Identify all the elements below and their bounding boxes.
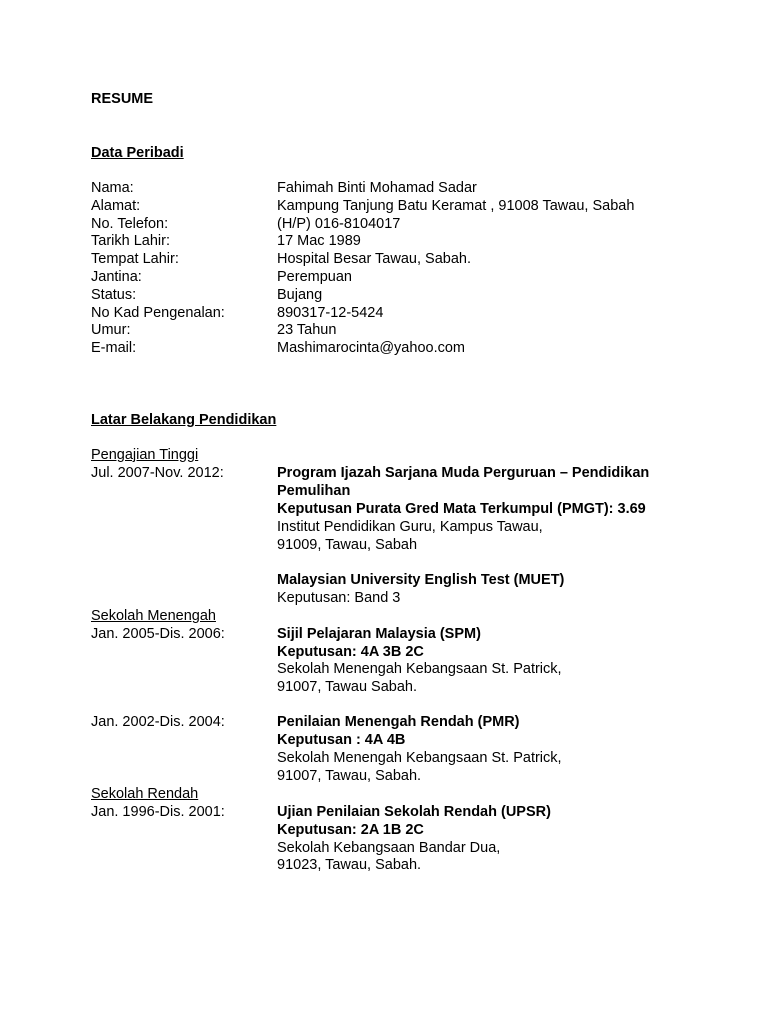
education-period: Jan. 2005-Dis. 2006: <box>91 626 225 642</box>
personal-label: Umur: <box>91 322 131 338</box>
email-value: Mashimarocinta@yahoo.com <box>277 340 465 356</box>
personal-value: Bujang <box>277 287 323 303</box>
upsr-title: Ujian Penilaian Sekolah Rendah (UPSR) <box>277 804 551 820</box>
degree-title: Program Ijazah Sarjana Muda Perguruan – Pendidikan <box>277 465 650 481</box>
personal-label: E-mail: <box>91 340 137 356</box>
personal-value: 23 Tahun <box>277 322 337 338</box>
personal-label: Tarikh Lahir: <box>91 233 170 249</box>
personal-value: Hospital Besar Tawau, Sabah. <box>277 251 471 267</box>
institution-name: Institut Pendidikan Guru, Kampus Tawau, <box>277 519 543 535</box>
personal-label: Alamat: <box>91 198 141 214</box>
school-address: 91007, Tawau, Sabah. <box>277 768 422 784</box>
personal-value: Fahimah Binti Mohamad Sadar <box>277 180 477 196</box>
degree-title-continued: Pemulihan <box>277 483 351 499</box>
personal-value: Kampung Tanjung Batu Keramat , 91008 Tawau, Sabah <box>277 198 635 214</box>
personal-value: (H/P) 016-8104017 <box>277 216 401 232</box>
school-name: Sekolah Kebangsaan Bandar Dua, <box>277 840 501 856</box>
personal-data-heading: Data Peribadi <box>91 145 184 161</box>
primary-school-subheading: Sekolah Rendah <box>91 786 199 802</box>
school-address: 91023, Tawau, Sabah. <box>277 857 422 873</box>
personal-label: Tempat Lahir: <box>91 251 179 267</box>
institution-address: 91009, Tawau, Sabah <box>277 537 418 553</box>
personal-value: Perempuan <box>277 269 352 285</box>
degree-result: Keputusan Purata Gred Mata Terkumpul (PMGT): 3.69 <box>277 501 646 517</box>
personal-label: No Kad Pengenalan: <box>91 305 225 321</box>
page-title: RESUME <box>91 91 154 107</box>
education-heading: Latar Belakang Pendidikan <box>91 412 277 428</box>
school-address: 91007, Tawau Sabah. <box>277 679 418 695</box>
personal-label: Status: <box>91 287 137 303</box>
spm-result: Keputusan: 4A 3B 2C <box>277 644 424 660</box>
personal-label: No. Telefon: <box>91 216 169 232</box>
personal-value: 890317-12-5424 <box>277 305 384 321</box>
muet-result: Keputusan: Band 3 <box>277 590 401 606</box>
school-name: Sekolah Menengah Kebangsaan St. Patrick, <box>277 750 562 766</box>
school-name: Sekolah Menengah Kebangsaan St. Patrick, <box>277 661 562 677</box>
pmr-result: Keputusan : 4A 4B <box>277 732 406 748</box>
higher-education-subheading: Pengajian Tinggi <box>91 447 199 463</box>
education-period: Jan. 1996-Dis. 2001: <box>91 804 225 820</box>
personal-label: Jantina: <box>91 269 142 285</box>
muet-title: Malaysian University English Test (MUET) <box>277 572 565 588</box>
secondary-school-subheading: Sekolah Menengah <box>91 608 216 624</box>
upsr-result: Keputusan: 2A 1B 2C <box>277 822 424 838</box>
education-period: Jul. 2007-Nov. 2012: <box>91 465 224 481</box>
personal-label: Nama: <box>91 180 134 196</box>
personal-value: 17 Mac 1989 <box>277 233 361 249</box>
spm-title: Sijil Pelajaran Malaysia (SPM) <box>277 626 481 642</box>
pmr-title: Penilaian Menengah Rendah (PMR) <box>277 714 520 730</box>
education-period: Jan. 2002-Dis. 2004: <box>91 714 225 730</box>
